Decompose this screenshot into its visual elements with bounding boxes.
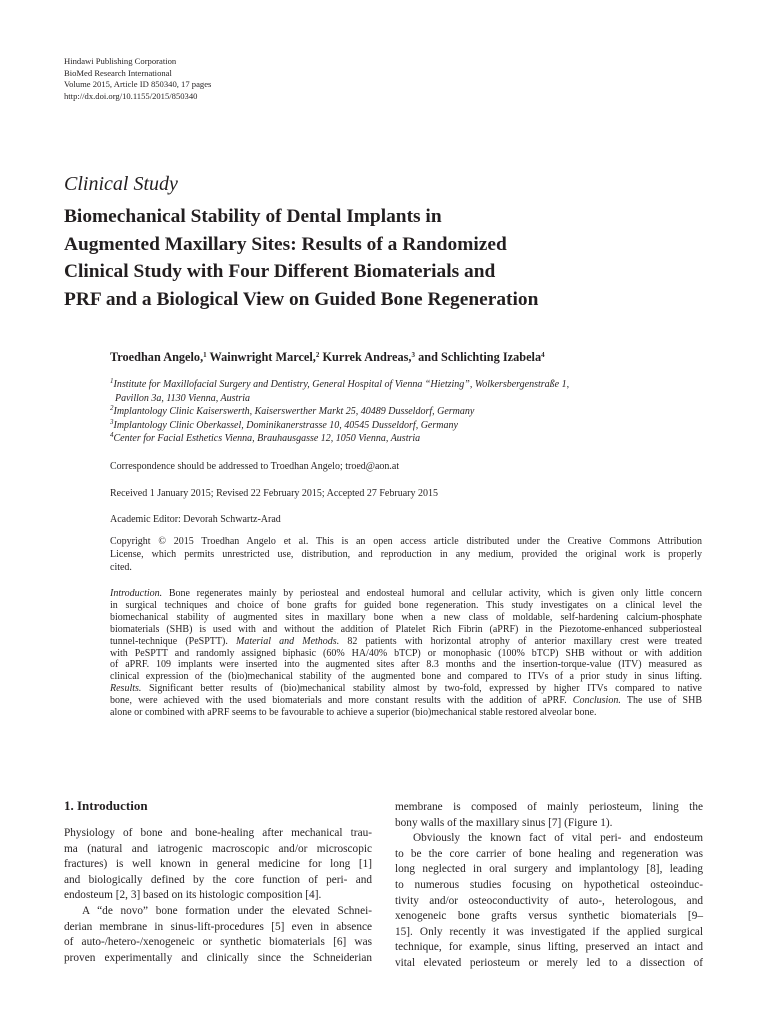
title-line: Biomechanical Stability of Dental Implants in [64, 206, 442, 227]
volume-info: Volume 2015, Article ID 850340, 17 pages [64, 79, 212, 89]
body-line: technique, for example, sinus lifting, preserved an intact and [395, 941, 703, 954]
abstract-text: Significant better results of (bio)mechanical stability almost by two-fold, expressed by higher ITVs compared to native [141, 683, 702, 695]
author-list [110, 350, 545, 365]
abstract-text: tunnel-technique (PeSPTT). [110, 635, 236, 647]
body-line: ma (natural and iatrogenic macroscopic and/or microscopic [64, 842, 372, 855]
abstract-text: biomaterials (SHB) is used with and without the addition of Platelet Rich Fibrin (aPRF) in the Piezotome-enhanced subperiosteal [110, 623, 702, 635]
abstract-section-label: Results. [110, 683, 142, 695]
body-line: bony walls of the maxillary sinus [7] (Figure 1). [395, 816, 613, 829]
abstract-line [110, 671, 702, 683]
abstract-line [110, 707, 702, 719]
body-line: and biologically defined by the core function of peri- and [64, 873, 372, 886]
abstract-text: bone, were achieved with the used biomaterials and more constant results with the addition of aPRF. [110, 695, 573, 707]
body-line: endosteum [2, 3] based on its histologic composition [4]. [64, 889, 322, 902]
body-line: to be the core carrier of bone healing and regeneration was [395, 847, 703, 860]
journal-header [64, 56, 211, 102]
affiliation-line [110, 432, 569, 446]
article-type: Clinical Study [64, 173, 178, 195]
paper-title [64, 203, 714, 313]
affil-sup: 1 [110, 377, 114, 385]
affiliations [110, 378, 569, 446]
affiliation-text: Center for Facial Esthetics Vienna, Brauhausgasse 12, 1050 Vienna, Austria [113, 433, 421, 444]
correspondence: Correspondence should be addressed to Troedhan Angelo; troed@aon.at [110, 461, 400, 472]
body-line: derian membrane in sinus-lift-procedures [5] even in absence [64, 920, 372, 933]
abstract-text: Bone regenerates mainly by periosteal and endosteal humoral and cellular activity, which is given only little concern [162, 588, 702, 599]
copyright-line: Copyright © 2015 Troedhan Angelo et al. This is an open access article distributed under the Creative Commons Attribution [110, 536, 702, 547]
abstract-text: alone or combined with aPRF seems to be favourable to achieve a superior (bio)mechanical stable restored alveolar bone. [110, 707, 597, 719]
abstract-line [110, 683, 702, 695]
abstract-text: with PeSPTT and randomly assigned biphasic (60% HA/40% bTCP) or monophasic (100% bTCP) SHB without or with addition [110, 647, 702, 659]
copyright-line: cited. [110, 562, 132, 573]
abstract-section-label: Material and Methods. [235, 635, 340, 647]
body-line: 15]. Only recently it was investigated if the applied surgical [395, 925, 703, 938]
abstract-text: 82 patients with horizontal atrophy of anterior maxillary crest were treated [339, 635, 702, 647]
body-line: fractures) is well known in general medicine for long [1] [64, 858, 372, 871]
body-line: A “de novo” bone formation under the elevated Schnei- [82, 904, 372, 917]
affiliation-line [110, 405, 569, 419]
body-line: tivity and/or osteoconductivity of auto-, heterologous, and [395, 894, 703, 907]
abstract-line [110, 659, 702, 671]
body-column-right [395, 800, 703, 972]
title-line: Augmented Maxillary Sites: Results of a Randomized [64, 233, 507, 255]
academic-editor: Academic Editor: Devorah Schwartz-Arad [110, 514, 281, 525]
body-line: of auto-/hetero-/xenogeneic or synthetic biomaterials [6] was [64, 936, 372, 949]
copyright-notice [110, 535, 702, 574]
abstract-line [110, 612, 702, 624]
author-affil-sup: 4 [541, 351, 545, 359]
author-name: Kurrek Andreas, [322, 350, 412, 364]
abstract-section-label: Conclusion. [572, 695, 621, 707]
title-line: PRF and a Biological View on Guided Bone Regeneration [64, 288, 539, 310]
author-affil-sup: 1 [203, 351, 207, 359]
body-line: proven experimentally and clinically since the Schneiderian [64, 951, 372, 964]
publisher-name: Hindawi Publishing Corporation [64, 56, 177, 66]
affiliation-line [110, 378, 569, 392]
body-line: long neglected in oral surgery and implantology [8], leading [395, 863, 703, 876]
body-line: xenogeneic bone grafts versus synthetic biomaterials [9– [395, 910, 703, 923]
body-line: Physiology of bone and bone-healing after mechanical trau- [64, 827, 372, 839]
abstract-line [110, 648, 702, 660]
journal-name: BioMed Research International [64, 67, 172, 78]
affiliation-text: Implantology Clinic Kaiserswerth, Kaiserswerther Markt 25, 40489 Dusseldorf, Germany [113, 406, 475, 417]
doi-link[interactable]: http://dx.doi.org/10.1155/2015/850340 [64, 90, 198, 101]
abstract-text: clinical expression of the (bio)mechanical stability of the augmented bone and compared to ITVs of a prior study in sinus lifting. [110, 671, 702, 683]
author-name: and Schlichting Izabela [418, 350, 542, 364]
abstract-line [110, 624, 702, 636]
affiliation-text: Institute for Maxillofacial Surgery and Dentistry, General Hospital of Vienna “Hietzing”, Wolkersbergenstraße 1, [113, 379, 570, 390]
body-line: membrane is composed of mainly periosteum, lining the [395, 801, 703, 813]
affiliation-line [110, 419, 569, 433]
section-heading: 1. Introduction [64, 798, 148, 813]
abstract-text: in surgical techniques and choice of bone grafts for guided bone regeneration. This study investigates on a clinical level the [110, 599, 702, 611]
affil-sup: 4 [110, 431, 114, 439]
abstract-line [110, 636, 702, 648]
abstract-line [110, 588, 702, 600]
abstract [110, 588, 702, 719]
affil-sup: 2 [110, 404, 114, 412]
abstract-line [110, 695, 702, 707]
body-column-left [64, 826, 372, 966]
abstract-text: of aPRF. 109 implants were inserted into the augmented sites after 8.3 months and the insertion-torque-value (ITV) measured as [110, 659, 702, 671]
body-line: to numerous studies focusing on hypothetical osteoinduc- [395, 878, 703, 891]
affil-sup: 3 [110, 417, 114, 426]
received-dates: Received 1 January 2015; Revised 22 February 2015; Accepted 27 February 2015 [110, 488, 438, 499]
affiliation-text: Implantology Clinic Oberkassel, Dominikanerstrasse 10, 40545 Dusseldorf, Germany [113, 419, 458, 431]
author-name: Wainwright Marcel, [209, 350, 316, 364]
body-line: Obviously the known fact of vital peri- and endosteum [413, 832, 703, 845]
abstract-line [110, 600, 702, 612]
copyright-line: License, which permits unrestricted use, distribution, and reproduction in any medium, provided the original work is properly [110, 549, 702, 560]
abstract-text: The use of SHB [620, 695, 702, 707]
affiliation-line [110, 392, 569, 406]
abstract-text: biomechanical stability of augmented sites in maxillary bone when a new class of moldable, self-hardening calcium-phosphate [110, 611, 702, 623]
author-name: Troedhan Angelo, [110, 350, 204, 364]
title-line: Clinical Study with Four Different Biomaterials and [64, 261, 496, 282]
author-affil-sup: 3 [411, 351, 416, 359]
affiliation-text: Pavillon 3a, 1130 Vienna, Austria [115, 392, 250, 404]
author-affil-sup: 2 [315, 351, 320, 359]
abstract-section-label: Introduction. [110, 588, 163, 599]
body-line: vital elevated periosteum or merely led to a dissection of [395, 956, 703, 969]
